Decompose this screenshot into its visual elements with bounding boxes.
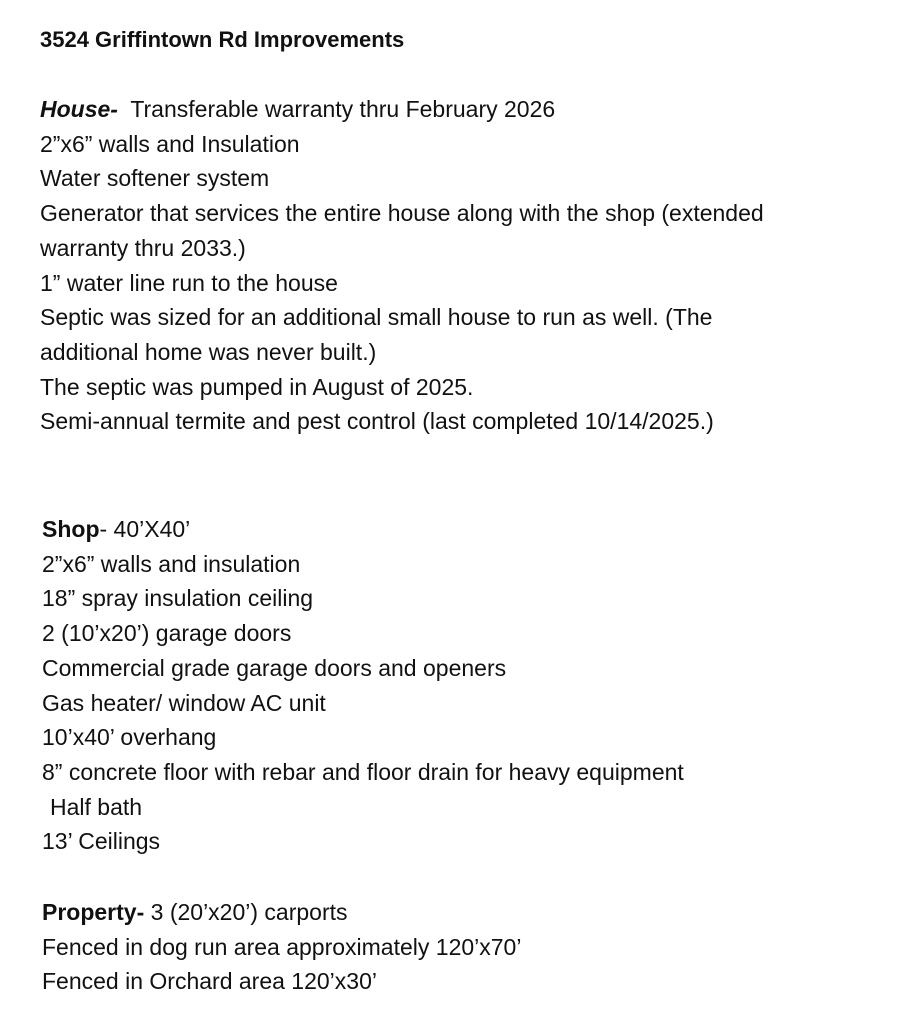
house-item: additional home was never built.) [40,338,377,365]
property-carports-text: 3 (20’x20’) carports [144,899,348,925]
house-item: 1” water line run to the house [40,269,338,296]
house-item: Septic was sized for an additional small house to run as well. (The [40,304,713,331]
property-heading: Property- [42,899,145,925]
document-title: 3524 Griffintown Rd Improvements [40,27,405,52]
house-heading: House- [40,96,118,122]
shop-item: 10’x40’ overhang [42,724,217,751]
shop-item: 13’ Ceilings [42,828,161,855]
shop-section [42,512,902,859]
house-heading-line [40,92,900,127]
shop-item: Gas heater/ window AC unit [42,689,326,716]
house-warranty-text: Transferable warranty thru February 2026 [117,96,556,122]
shop-item: 18” spray insulation ceiling [42,585,314,612]
house-section [40,92,900,439]
shop-heading-line [42,512,902,547]
shop-heading: Shop [42,516,100,542]
house-item: warranty thru 2033.) [40,234,246,261]
house-item: Water softener system [40,165,270,192]
shop-item: Commercial grade garage doors and openers [42,654,507,681]
house-item: 2”x6” walls and Insulation [40,130,300,157]
house-item: Generator that services the entire house along with the shop (extended [40,200,764,227]
property-item: Fenced in Orchard area 120’x30’ [42,968,377,995]
shop-size-text: - 40’X40’ [99,516,191,542]
property-item: Fenced in dog run area approximately 120’x70’ [42,933,522,960]
shop-item: 8” concrete floor with rebar and floor drain for heavy equipment [42,758,684,785]
shop-item: Half bath [50,793,143,820]
house-item: Semi-annual termite and pest control (last completed 10/14/2025.) [40,408,714,435]
shop-item: 2”x6” walls and insulation [42,550,301,577]
house-item: The septic was pumped in August of 2025. [40,373,474,400]
property-section [42,895,902,999]
shop-item: 2 (10’x20’) garage doors [42,620,292,647]
property-heading-line [42,895,902,930]
